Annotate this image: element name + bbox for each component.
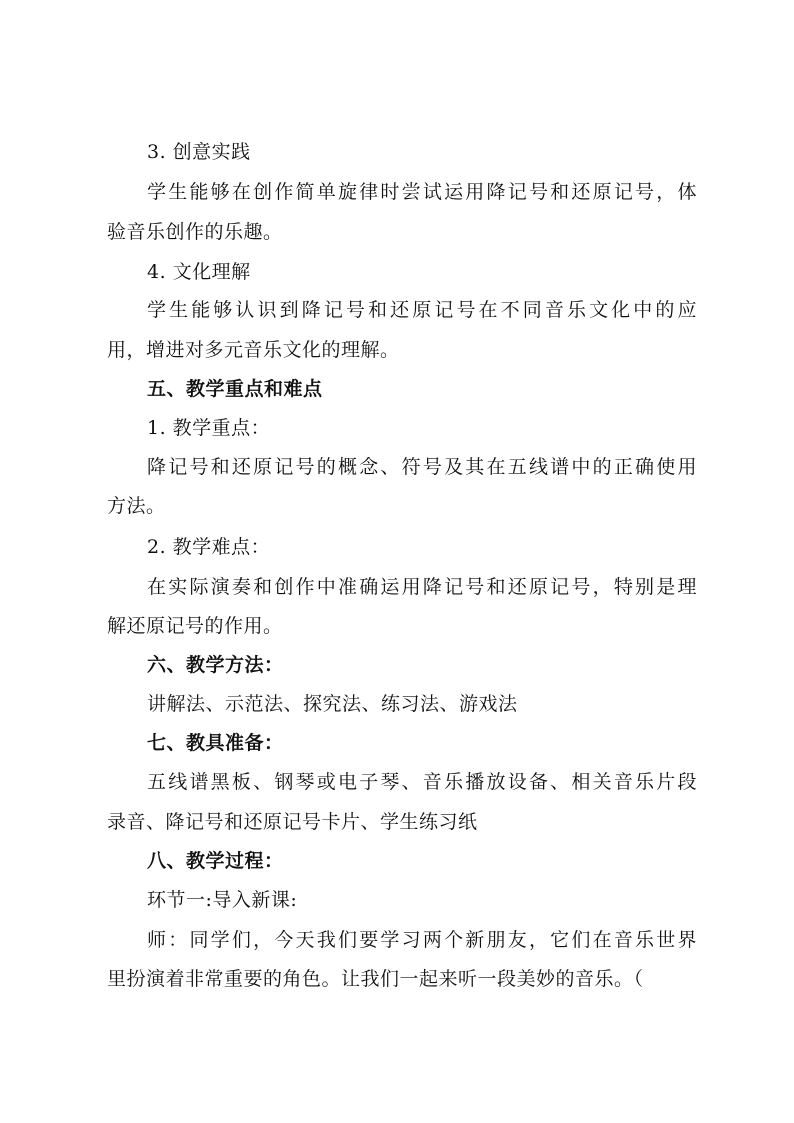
paragraph-3-line-1: 学生能够在创作简单旋律时尝试运用降记号和还原记号，体 <box>147 181 697 203</box>
difficult-points-title: 2. 教学难点： <box>147 536 271 558</box>
item-3-title: 3. 创意实践 <box>147 141 251 163</box>
dialogue-line-1: 师：同学们，今天我们要学习两个新朋友，它们在音乐世界 <box>147 929 697 951</box>
key-points-title: 1. 教学重点： <box>147 417 271 439</box>
teaching-methods-text: 讲解法、示范法、探究法、练习法、游戏法 <box>147 693 518 715</box>
difficult-points-line-1: 在实际演奏和创作中准确运用降记号和还原记号，特别是理 <box>147 576 697 598</box>
step-1-title: 环节一:导入新课: <box>147 889 298 911</box>
paragraph-4-line-1: 学生能够认识到降记号和还原记号在不同音乐文化中的应 <box>147 299 697 321</box>
materials-line-1: 五线谱黑板、钢琴或电子琴、音乐播放设备、相关音乐片段 <box>147 771 697 793</box>
paragraph-4-line-2: 用，增进对多元音乐文化的理解。 <box>107 339 400 361</box>
section-7-heading: 七、教具准备： <box>147 732 284 754</box>
paragraph-3-line-2: 验音乐创作的乐趣。 <box>107 221 283 243</box>
section-6-heading: 六、教学方法： <box>147 654 284 676</box>
difficult-points-line-2: 解还原记号的作用。 <box>107 615 283 637</box>
section-5-heading: 五、教学重点和难点 <box>147 378 323 400</box>
dialogue-line-2: 里扮演着非常重要的角色。让我们一起来听一段美妙的音乐。（ <box>107 968 644 990</box>
item-4-title: 4. 文化理解 <box>147 261 251 283</box>
section-8-heading: 八、教学过程： <box>147 850 284 872</box>
materials-line-2: 录音、降记号和还原记号卡片、学生练习纸 <box>107 811 478 833</box>
key-points-line-1: 降记号和还原记号的概念、符号及其在五线谱中的正确使用 <box>147 456 697 478</box>
key-points-line-2: 方法。 <box>107 495 166 517</box>
